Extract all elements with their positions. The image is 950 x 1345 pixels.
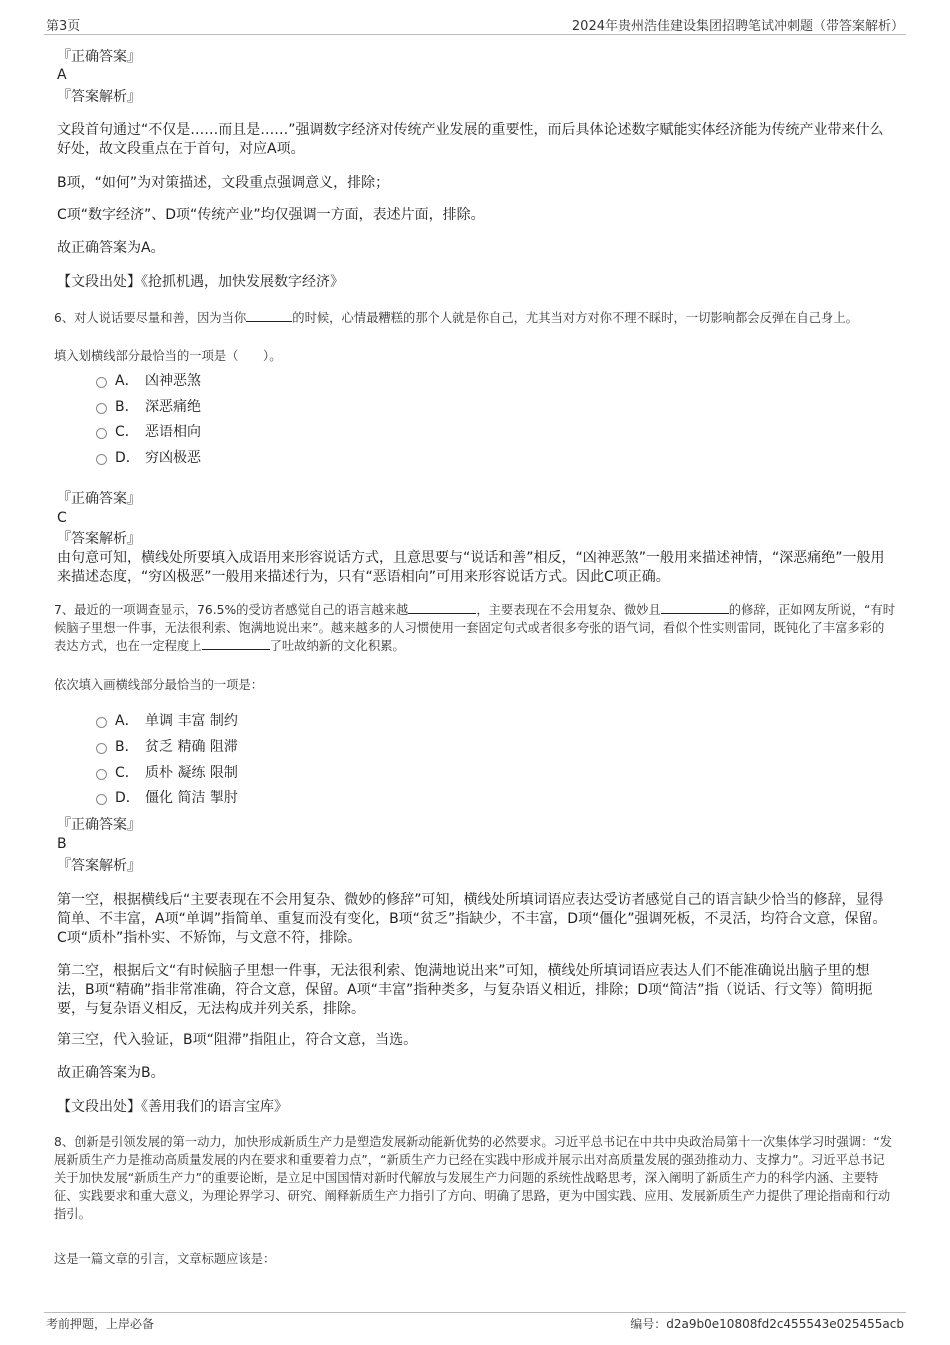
q6-prompt: 填入划横线部分最恰当的一项是（ ）。 xyxy=(54,349,282,363)
q7-option-a[interactable]: A． 单调 丰富 制约 xyxy=(96,711,238,731)
q6-option-a[interactable]: A． 凶神恶煞 xyxy=(96,371,201,391)
q7-answer: B xyxy=(57,836,67,852)
radio-icon[interactable] xyxy=(96,428,107,439)
q7-option-b[interactable]: B． 贫乏 精确 阻滞 xyxy=(96,737,238,757)
q6-option-d[interactable]: D． 穷凶极恶 xyxy=(96,448,201,468)
q5-source: 【文段出处】《抢抓机遇，加快发展数字经济》 xyxy=(57,274,344,290)
document-title: 2024年贵州浩佳建设集团招聘笔试冲刺题（带答案解析） xyxy=(571,19,904,34)
radio-icon[interactable] xyxy=(96,377,107,388)
q7-blank-1 xyxy=(408,601,476,614)
page-footer xyxy=(44,1312,906,1331)
q7-analysis-p3: 第三空，代入验证，B项“阻滞”指阻止，符合文意，当选。 xyxy=(57,1032,418,1048)
page-number: 第3页 xyxy=(46,19,81,34)
q5-analysis-p4: 故正确答案为A。 xyxy=(57,240,165,256)
radio-icon[interactable] xyxy=(96,769,107,780)
q7-analysis-p2: 第二空，根据后文“有时候脑子里想一件事，无法很利索、饱满地说出来”可知，横线处所填词语应表达人们不能准确说出脑子里的想法，B项“精确”指非常准确，符合文意，保留。A项“丰富”指种类多，与复杂语义相近，排除；D项“简洁”指（说话、行文等）简明扼要，与复杂语义相反，无法构成并列关系，排除。 xyxy=(57,963,873,1017)
page-header xyxy=(44,14,906,35)
q5-analysis-label: 『答案解析』 xyxy=(57,89,141,105)
radio-icon[interactable] xyxy=(96,743,107,754)
q5-answer: A xyxy=(57,67,67,83)
document-code: 编号：d2a9b0e10808fd2c455543e025455acb xyxy=(630,1317,904,1331)
q6-stem: 6、对人说话要尽量和善，因为当你 的时候，心情最糟糕的那个人就是你自己，尤其当对方对你不理不睬时，一切影响都会反弹在自己身上。 xyxy=(54,311,858,325)
q6-answer-label: 『正确答案』 xyxy=(57,491,141,507)
q8-stem: 8、创新是引领发展的第一动力，加快形成新质生产力是塑造发展新动能新优势的必然要求。习近平总书记在中共中央政治局第十一次集体学习时强调：“发展新质生产力是推动高质量发展的内在要求和重要着力点”，“新质生产力已经在实践中形成并展示出对高质量发展的强劲推动力、支撑力”。习近平总书记关于加快发展“新质生产力”的重要论断，是立足中国国情对新时代解放与发展生产力问题的系统性战略思考，深入阐明了新质生产力的科学内涵、主要特征、实践要求和重大意义，为理论界学习、研究、阐释新质生产力指引了方向、明确了思路，更为中国实践、应用、发展新质生产力提供了理论指南和行动指引。 xyxy=(54,1135,893,1221)
radio-icon[interactable] xyxy=(96,403,107,414)
q7-analysis-p4: 故正确答案为B。 xyxy=(57,1065,165,1081)
q5-analysis-p1: 文段首句通过“不仅是……而且是……”强调数字经济对传统产业发展的重要性，而后具体论述数字赋能实体经济能为传统产业带来什么好处，故文段重点在于首句，对应A项。 xyxy=(57,122,884,157)
q7-option-d[interactable]: D． 僵化 简洁 掣肘 xyxy=(96,788,238,808)
q6-answer: C xyxy=(57,510,67,526)
q5-analysis-p2: B项，“如何”为对策描述，文段重点强调意义，排除； xyxy=(57,175,390,191)
q7-blank-3 xyxy=(202,637,270,650)
radio-icon[interactable] xyxy=(96,717,107,728)
q5-answer-label: 『正确答案』 xyxy=(57,49,141,65)
q7-blank-2 xyxy=(661,601,729,614)
q6-analysis: 由句意可知，横线处所要填入成语用来形容说话方式，且意思要与“说话和善”相反，“凶神恶煞”一般用来描述神情，“深恶痛绝”一般用来描述态度，“穷凶极恶”一般用来描述行为，只有“恶语相向”可用来形容说话方式。因此C项正确。 xyxy=(57,550,885,585)
q6-blank xyxy=(246,309,292,322)
q5-analysis-p3: C项“数字经济”、D项“传统产业”均仅强调一方面，表述片面，排除。 xyxy=(57,207,485,223)
radio-icon[interactable] xyxy=(96,454,107,465)
q7-source: 【文段出处】《善用我们的语言宝库》 xyxy=(57,1099,288,1115)
radio-icon[interactable] xyxy=(96,794,107,805)
q6-analysis-label: 『答案解析』 xyxy=(57,531,141,547)
q6-option-c[interactable]: C． 恶语相向 xyxy=(96,422,201,442)
q7-answer-label: 『正确答案』 xyxy=(57,817,141,833)
q7-analysis-label: 『答案解析』 xyxy=(57,858,141,874)
q6-option-b[interactable]: B． 深恶痛绝 xyxy=(96,397,201,417)
q7-analysis-p1: 第一空，根据横线后“主要表现在不会用复杂、微妙的修辞”可知，横线处所填词语应表达受访者感觉自己的语言缺少恰当的修辞，显得简单、不丰富，A项“单调”指简单、重复而没有变化，B项“贫乏”指缺少，不丰富，D项“僵化”强调死板，不灵活，均符合文意，保留。C项“质朴”指朴实、不矫饰，与文意不符，排除。 xyxy=(57,892,887,946)
q7-prompt: 依次填入画横线部分最恰当的一项是： xyxy=(54,678,264,692)
q8-prompt: 这是一篇文章的引言，文章标题应该是： xyxy=(54,1252,276,1266)
q7-option-c[interactable]: C． 质朴 凝练 限制 xyxy=(96,763,238,783)
footer-slogan: 考前押题，上岸必备 xyxy=(46,1317,155,1331)
q7-stem: 7、最近的一项调查显示，76.5%的受访者感觉自己的语言越来越 ，主要表现在不会用复杂、微妙且 的修辞，正如网友所说，“有时候脑子里想一件事，无法很利索、饱满地说出来”。越来越多的人习惯使用一套固定句式或者很多夸张的语气词，看似个性实则雷同，既钝化了丰富多彩的表达方式，也在一定程度上 了吐故纳新的文化积累。 xyxy=(54,603,896,653)
